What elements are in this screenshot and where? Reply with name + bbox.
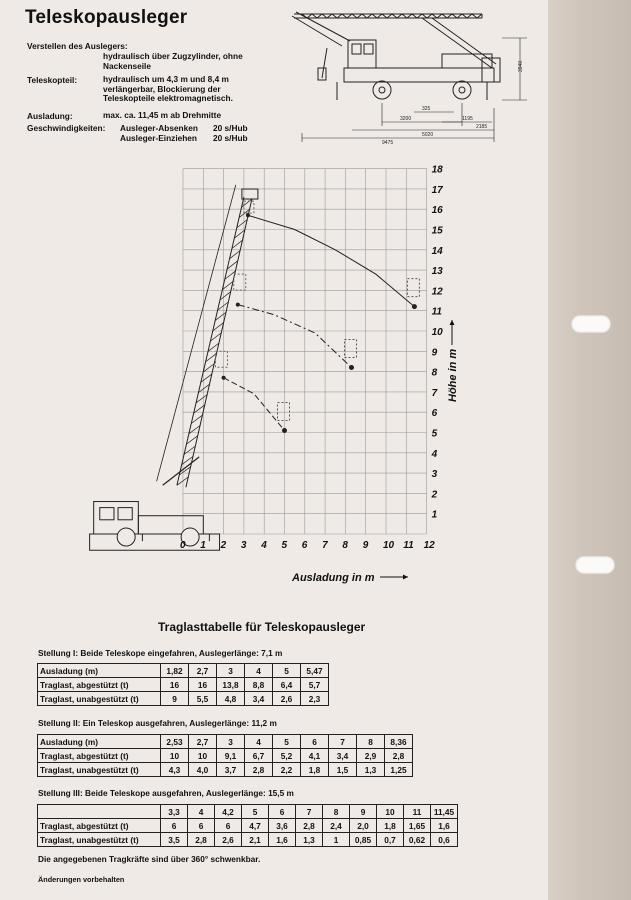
y-tick-label: 11 <box>431 306 442 318</box>
reach-curve-2 <box>238 305 352 368</box>
x-axis-arrowhead <box>403 575 408 580</box>
table-cell: 6 <box>215 819 242 833</box>
table-cell: 4,3 <box>161 763 189 777</box>
stellung-1-caption: Stellung I: Beide Teleskope eingefahren, Auslegerlänge: 7,1 m <box>38 648 283 658</box>
table-row <box>38 678 329 692</box>
row-label: Traglast, abgestützt (t) <box>38 678 161 692</box>
hook-point <box>412 304 417 309</box>
table-cell: 4,1 <box>301 749 329 763</box>
crane-side-drawing <box>90 185 258 550</box>
table-cell: 16 <box>189 678 217 692</box>
table-row <box>38 692 329 706</box>
y-tick-label: 2 <box>431 489 438 501</box>
table-row <box>38 735 413 749</box>
table-cell: 2,53 <box>161 735 189 749</box>
table-cell: 3 <box>217 664 245 678</box>
table-cell: 2,1 <box>242 833 269 847</box>
table-cell: 5 <box>242 805 269 819</box>
table-cell: 2,8 <box>385 749 413 763</box>
crane-truck-drawing <box>282 8 532 148</box>
x-tick-label: 6 <box>301 540 308 551</box>
reach-curve-3 <box>224 378 285 431</box>
table-cell: 11 <box>404 805 431 819</box>
y-tick-label: 10 <box>431 327 443 338</box>
y-tick-label: 18 <box>431 164 443 176</box>
table-row <box>38 805 458 819</box>
table-cell: 1,8 <box>301 763 329 777</box>
x-tick-label: 12 <box>423 540 435 551</box>
table-cell: 16 <box>161 678 189 692</box>
y-tick-label: 1 <box>431 509 438 521</box>
dim-9475: 9475 <box>382 140 394 146</box>
cab-window <box>118 508 132 520</box>
x-tick-label: 0 <box>180 540 186 551</box>
table-row <box>38 819 458 833</box>
table-cell: 0,6 <box>431 833 458 847</box>
y-tick-label: 3 <box>431 469 438 481</box>
table-cell: 4 <box>245 664 273 678</box>
reach-curve-1 <box>248 215 414 306</box>
row-label: Traglast, unabgestützt (t) <box>38 692 161 706</box>
table-cell: 5,2 <box>273 749 301 763</box>
table-cell: 6,7 <box>245 749 273 763</box>
table-cell: 4 <box>245 735 273 749</box>
table-cell: 3,6 <box>269 819 296 833</box>
hook-point <box>282 428 287 433</box>
x-tick-label: 8 <box>342 540 348 551</box>
load-table-stellung-1 <box>37 663 329 706</box>
y-tick-label: 13 <box>431 266 443 278</box>
dim-5020: 5020 <box>422 132 434 138</box>
table-cell: 3,4 <box>329 749 357 763</box>
table-cell: 1,6 <box>269 833 296 847</box>
x-tick-label: 10 <box>383 540 395 551</box>
table-row <box>38 749 413 763</box>
table-cell: 1,8 <box>377 819 404 833</box>
table-cell: 1 <box>323 833 350 847</box>
boom-head <box>242 189 258 199</box>
table-cell: 13,8 <box>217 678 245 692</box>
table-cell: 10 <box>161 749 189 763</box>
table-cell: 2,6 <box>273 692 301 706</box>
y-axis-label: Höhe in m <box>447 348 459 402</box>
x-axis-label: Ausladung in m <box>292 572 375 584</box>
table-cell: 5,7 <box>301 678 329 692</box>
punch-hole-lower <box>575 556 615 574</box>
table-cell: 0,62 <box>404 833 431 847</box>
y-tick-label: 16 <box>431 205 443 217</box>
y-tick-label: 8 <box>431 367 438 379</box>
spec-speed-einziehen-value: 20 s/Hub <box>213 133 248 143</box>
stellung-2-caption: Stellung II: Ein Teleskop ausgefahren, Auslegerlänge: 11,2 m <box>38 718 277 728</box>
spec-label-ausladung: Ausladung: <box>27 111 73 121</box>
spec-value-teleskopteil: hydraulisch um 4,3 m und 8,4 m verlängerbar, Blockierung der Teleskopteile elektromagnetisch. <box>103 74 233 104</box>
spec-value-ausladung: max. ca. 11,45 m ab Drehmitte <box>103 110 222 120</box>
table-cell: 3,5 <box>161 833 188 847</box>
x-tick-label: 2 <box>220 540 227 551</box>
table-cell: 1,5 <box>329 763 357 777</box>
row-label: Ausladung (m) <box>38 735 161 749</box>
table-cell: 11,45 <box>431 805 458 819</box>
y-tick-label: 14 <box>431 245 443 257</box>
table-cell: 4 <box>188 805 215 819</box>
table-cell: 2,4 <box>323 819 350 833</box>
row-label <box>38 805 161 819</box>
row-label: Traglast, unabgestützt (t) <box>38 833 161 847</box>
row-label: Traglast, unabgestützt (t) <box>38 763 161 777</box>
table-cell: 6 <box>301 735 329 749</box>
hook-block-sketch <box>407 279 419 297</box>
table-cell: 3,7 <box>217 763 245 777</box>
table-title: Traglasttabelle für Teleskopausleger <box>158 620 366 634</box>
y-tick-label: 15 <box>431 225 443 237</box>
table-cell: 2,9 <box>357 749 385 763</box>
footnote-changes: Änderungen vorbehalten <box>38 875 125 884</box>
table-cell: 8,36 <box>385 735 413 749</box>
load-table-stellung-3 <box>37 804 458 847</box>
table-cell: 3,4 <box>245 692 273 706</box>
boom-tip-point <box>222 376 226 380</box>
table-cell: 5 <box>273 664 301 678</box>
table-cell: 2,7 <box>189 735 217 749</box>
table-cell: 1,25 <box>385 763 413 777</box>
boom-tip-point <box>236 303 240 307</box>
load-table-stellung-2 <box>37 734 413 777</box>
table-cell: 6 <box>188 819 215 833</box>
hook-block-sketch <box>215 351 227 367</box>
table-cell: 10 <box>377 805 404 819</box>
dim-2185: 2185 <box>476 124 488 130</box>
table-cell: 9,1 <box>217 749 245 763</box>
row-label: Traglast, abgestützt (t) <box>38 749 161 763</box>
page-title: Teleskopausleger <box>25 7 188 28</box>
table-cell: 0,7 <box>377 833 404 847</box>
table-cell: 2,8 <box>296 819 323 833</box>
hook-point <box>349 365 354 370</box>
x-tick-label: 3 <box>240 540 247 551</box>
dim-1195: 1195 <box>462 116 473 122</box>
punch-hole-upper <box>571 315 611 333</box>
table-cell: 8 <box>323 805 350 819</box>
table-cell: 2,8 <box>245 763 273 777</box>
table-cell: 3,3 <box>161 805 188 819</box>
table-cell: 7 <box>296 805 323 819</box>
table-cell: 9 <box>161 692 189 706</box>
table-cell: 9 <box>350 805 377 819</box>
y-tick-labels <box>431 165 444 521</box>
spec-label-verstellen: Verstellen des Auslegers: <box>27 41 128 51</box>
table-cell: 6 <box>269 805 296 819</box>
table-cell: 2,2 <box>273 763 301 777</box>
y-tick-label: 17 <box>431 184 443 196</box>
spec-speed-absenken-value: 20 s/Hub <box>213 123 248 133</box>
truck-cab <box>94 502 139 534</box>
luffing-cylinder <box>163 457 200 485</box>
stellung-3-caption: Stellung III: Beide Teleskope ausgefahren, Auslegerlänge: 15,5 m <box>38 788 294 798</box>
x-tick-label: 5 <box>281 540 288 551</box>
dim-325: 325 <box>422 106 431 112</box>
hook-block-sketch <box>278 402 290 420</box>
table-cell: 1,82 <box>161 664 189 678</box>
x-tick-labels <box>180 540 435 551</box>
row-label: Traglast, abgestützt (t) <box>38 819 161 833</box>
background-sheet <box>548 0 631 900</box>
table-row <box>38 833 458 847</box>
table-cell: 1,3 <box>357 763 385 777</box>
y-tick-label: 7 <box>431 387 438 399</box>
table-cell: 2,3 <box>301 692 329 706</box>
table-cell: 3 <box>217 735 245 749</box>
table-row <box>38 763 413 777</box>
table-cell: 8 <box>357 735 385 749</box>
boom-chord <box>177 197 244 485</box>
hook-block-sketch <box>344 340 356 358</box>
x-tick-label: 11 <box>403 540 414 551</box>
table-cell: 1,3 <box>296 833 323 847</box>
spec-speed-absenken-name: Ausleger-Absenken <box>120 123 198 133</box>
x-tick-label: 4 <box>261 540 267 551</box>
dim-3940: 3940 <box>518 60 524 72</box>
y-tick-label: 12 <box>431 286 443 298</box>
y-tick-label: 6 <box>431 408 438 420</box>
spec-value-verstellen: hydraulisch über Zugzylinder, ohne Nackenseile <box>103 51 243 71</box>
table-cell: 4,8 <box>217 692 245 706</box>
y-tick-label: 4 <box>431 448 438 460</box>
table-cell: 4,2 <box>215 805 242 819</box>
spec-speed-einziehen-name: Ausleger-Einziehen <box>120 133 197 143</box>
reach-height-chart <box>80 164 460 590</box>
table-cell: 4,7 <box>242 819 269 833</box>
table-cell: 8,8 <box>245 678 273 692</box>
table-row <box>38 664 329 678</box>
table-cell: 2,8 <box>188 833 215 847</box>
spec-label-teleskopteil: Teleskopteil: <box>27 75 78 85</box>
table-cell: 5,5 <box>189 692 217 706</box>
table-cell: 5 <box>273 735 301 749</box>
x-tick-label: 1 <box>200 540 206 551</box>
dim-3200: 3200 <box>400 116 412 122</box>
table-cell: 5,47 <box>301 664 329 678</box>
table-cell: 6 <box>161 819 188 833</box>
table-cell: 1,6 <box>431 819 458 833</box>
cab-window <box>100 508 114 520</box>
boom-tip-point <box>246 213 250 217</box>
front-wheel <box>117 528 135 546</box>
y-axis-arrowhead <box>450 320 455 325</box>
x-tick-label: 7 <box>322 540 328 551</box>
row-label: Ausladung (m) <box>38 664 161 678</box>
y-tick-label: 5 <box>431 428 438 440</box>
reach-curves <box>222 213 420 433</box>
x-tick-label: 9 <box>362 540 369 551</box>
table-cell: 1,65 <box>404 819 431 833</box>
table-cell: 2,7 <box>189 664 217 678</box>
footnote-swing: Die angegebenen Tragkräfte sind über 360° schwenkbar. <box>38 854 261 864</box>
table-cell: 2,6 <box>215 833 242 847</box>
spec-label-geschwindigkeiten: Geschwindigkeiten: <box>27 123 106 133</box>
table-cell: 2,0 <box>350 819 377 833</box>
y-tick-label: 9 <box>431 347 438 359</box>
table-cell: 7 <box>329 735 357 749</box>
table-cell: 10 <box>189 749 217 763</box>
table-cell: 6,4 <box>273 678 301 692</box>
table-cell: 0,85 <box>350 833 377 847</box>
table-cell: 4,0 <box>189 763 217 777</box>
